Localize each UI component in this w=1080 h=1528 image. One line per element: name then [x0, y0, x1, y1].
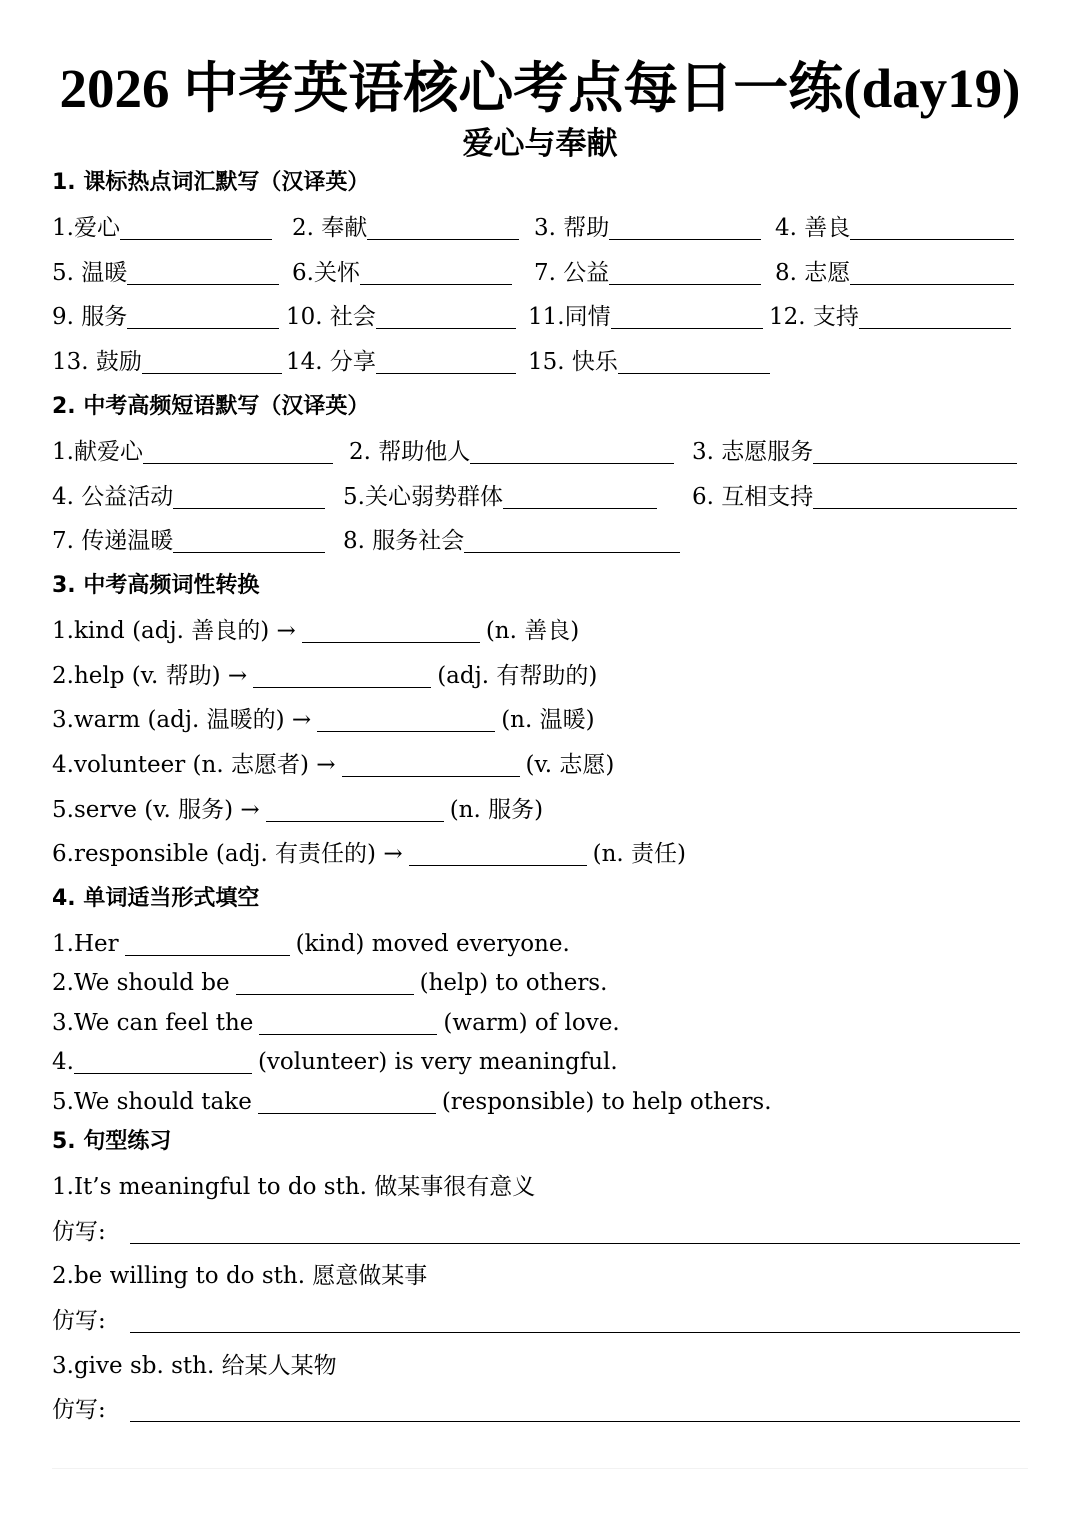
pattern-item — [52, 1170, 535, 1204]
phrase-blank[interactable] — [813, 484, 1017, 509]
pattern-item — [52, 1259, 427, 1293]
fill-blank[interactable] — [125, 931, 290, 956]
phrase-item — [349, 435, 674, 469]
conversion-hint: (adj. 有帮助的) — [437, 663, 598, 689]
phrase-item — [52, 480, 325, 514]
vocab-blank[interactable] — [850, 215, 1014, 240]
vocab-item — [286, 300, 516, 334]
phrase-label: 1.献爱心 — [52, 439, 143, 465]
vocab-label: 5. 温暖 — [52, 260, 128, 286]
vocab-blank[interactable] — [609, 215, 761, 240]
vocab-item — [528, 300, 763, 334]
page-divider — [52, 1468, 1028, 1469]
vocab-label: 11.同情 — [528, 304, 611, 330]
imitation-label: 仿写: — [52, 1308, 106, 1334]
vocab-label: 15. 快乐 — [528, 349, 618, 375]
vocab-label: 14. 分享 — [286, 349, 376, 375]
vocab-blank[interactable] — [142, 349, 282, 374]
imitation-label: 仿写: — [52, 1397, 106, 1423]
phrase-item — [343, 524, 680, 558]
section-5-heading: 5. 句型练习 — [52, 1129, 172, 1154]
phrase-item — [52, 435, 333, 469]
conversion-hint: (v. 志愿) — [525, 752, 615, 778]
conversion-item — [52, 837, 686, 871]
fill-before: 3.We can feel the — [52, 1010, 254, 1036]
phrase-label: 7. 传递温暖 — [52, 528, 174, 554]
phrase-label: 3. 志愿服务 — [692, 439, 814, 465]
conversion-hint: (n. 善良) — [485, 618, 580, 644]
fill-before: 2.We should be — [52, 970, 230, 996]
phrase-label: 2. 帮助他人 — [349, 439, 471, 465]
vocab-label: 6.关怀 — [292, 260, 360, 286]
phrase-label: 5.关心弱势群体 — [343, 484, 503, 510]
vocab-blank[interactable] — [611, 304, 763, 329]
phrase-blank[interactable] — [173, 484, 325, 509]
fill-before: 5.We should take — [52, 1089, 252, 1115]
fill-item — [52, 927, 570, 961]
phrase-label: 4. 公益活动 — [52, 484, 174, 510]
page-subtitle: 爱心与奉献 — [462, 126, 618, 162]
phrase-blank[interactable] — [173, 528, 325, 553]
vocab-item — [286, 345, 516, 379]
phrase-blank[interactable] — [143, 439, 333, 464]
fill-blank[interactable] — [74, 1049, 252, 1074]
vocab-label: 4. 善良 — [775, 215, 851, 241]
conversion-prompt: 6.responsible (adj. 有责任的) → — [52, 841, 403, 867]
vocab-item — [775, 211, 1014, 245]
vocab-blank[interactable] — [618, 349, 770, 374]
section-1-heading: 1. 课标热点词汇默写（汉译英） — [52, 170, 370, 195]
pattern-text: 1.It’s meaningful to do sth. 做某事很有意义 — [52, 1174, 536, 1200]
conversion-prompt: 2.help (v. 帮助) → — [52, 663, 248, 689]
phrase-item — [52, 524, 325, 558]
vocab-item — [292, 256, 512, 290]
vocab-label: 9. 服务 — [52, 304, 128, 330]
section-2-heading: 2. 中考高频短语默写（汉译英） — [52, 394, 370, 419]
vocab-item — [769, 300, 1011, 334]
conversion-blank[interactable] — [253, 663, 431, 688]
imitation-blank[interactable] — [130, 1219, 1020, 1244]
fill-item — [52, 1045, 618, 1079]
vocab-item — [528, 345, 770, 379]
imitation-row — [52, 1304, 1026, 1338]
vocab-item — [52, 256, 279, 290]
conversion-prompt: 4.volunteer (n. 志愿者) → — [52, 752, 336, 778]
phrase-item — [343, 480, 657, 514]
vocab-item — [52, 211, 272, 245]
phrase-label: 6. 互相支持 — [692, 484, 814, 510]
conversion-blank[interactable] — [317, 707, 495, 732]
conversion-item — [52, 614, 579, 648]
conversion-prompt: 5.serve (v. 服务) → — [52, 797, 260, 823]
phrase-blank[interactable] — [464, 528, 680, 553]
fill-after: (kind) moved everyone. — [295, 931, 570, 957]
fill-blank[interactable] — [259, 1010, 437, 1035]
vocab-label: 3. 帮助 — [534, 215, 610, 241]
pattern-text: 3.give sb. sth. 给某人某物 — [52, 1353, 337, 1379]
section-4-heading: 4. 单词适当形式填空 — [52, 886, 260, 911]
vocab-item — [292, 211, 519, 245]
phrase-item — [692, 480, 1017, 514]
fill-after: (help) to others. — [419, 970, 608, 996]
vocab-label: 12. 支持 — [769, 304, 859, 330]
imitation-blank[interactable] — [130, 1397, 1020, 1422]
vocab-blank[interactable] — [376, 349, 516, 374]
fill-after: (volunteer) is very meaningful. — [257, 1049, 618, 1075]
fill-after: (responsible) to help others. — [441, 1089, 772, 1115]
imitation-blank[interactable] — [130, 1308, 1020, 1333]
vocab-label: 13. 鼓励 — [52, 349, 142, 375]
fill-item — [52, 1085, 772, 1119]
conversion-item — [52, 748, 614, 782]
fill-blank[interactable] — [236, 970, 414, 995]
fill-item — [52, 1006, 620, 1040]
fill-after: (warm) of love. — [443, 1010, 620, 1036]
vocab-blank[interactable] — [850, 260, 1014, 285]
conversion-hint: (n. 服务) — [449, 797, 544, 823]
section-3-heading: 3. 中考高频词性转换 — [52, 573, 260, 598]
phrase-blank[interactable] — [813, 439, 1017, 464]
fill-item — [52, 966, 607, 1000]
vocab-blank[interactable] — [609, 260, 761, 285]
vocab-label: 7. 公益 — [534, 260, 610, 286]
fill-blank[interactable] — [258, 1089, 436, 1114]
imitation-label: 仿写: — [52, 1219, 106, 1245]
vocab-item — [52, 300, 279, 334]
vocab-label: 8. 志愿 — [775, 260, 851, 286]
conversion-item — [52, 793, 543, 827]
conversion-prompt: 1.kind (adj. 善良的) → — [52, 618, 296, 644]
conversion-prompt: 3.warm (adj. 温暖的) → — [52, 707, 312, 733]
page-title: 2026 中考英语核心考点每日一练(day19) — [59, 58, 1021, 119]
vocab-label: 2. 奉献 — [292, 215, 368, 241]
vocab-label: 1.爱心 — [52, 215, 120, 241]
vocab-item — [52, 345, 282, 379]
vocab-blank[interactable] — [120, 215, 272, 240]
conversion-item — [52, 703, 595, 737]
fill-before: 4. — [52, 1049, 74, 1075]
vocab-blank[interactable] — [376, 304, 516, 329]
phrase-blank[interactable] — [470, 439, 674, 464]
conversion-blank[interactable] — [266, 797, 444, 822]
vocab-blank[interactable] — [360, 260, 512, 285]
vocab-blank[interactable] — [127, 304, 279, 329]
vocab-blank[interactable] — [367, 215, 519, 240]
vocab-blank[interactable] — [859, 304, 1011, 329]
imitation-row — [52, 1393, 1026, 1427]
conversion-blank[interactable] — [342, 752, 520, 777]
pattern-text: 2.be willing to do sth. 愿意做某事 — [52, 1263, 428, 1289]
conversion-blank[interactable] — [302, 618, 480, 643]
fill-before: 1.Her — [52, 931, 119, 957]
conversion-hint: (n. 责任) — [592, 841, 687, 867]
conversion-blank[interactable] — [409, 841, 587, 866]
phrase-item — [692, 435, 1017, 469]
phrase-label: 8. 服务社会 — [343, 528, 465, 554]
vocab-item — [534, 256, 761, 290]
imitation-row — [52, 1215, 1026, 1249]
vocab-blank[interactable] — [127, 260, 279, 285]
phrase-blank[interactable] — [503, 484, 657, 509]
conversion-hint: (n. 温暖) — [501, 707, 595, 733]
vocab-item — [775, 256, 1014, 290]
pattern-item — [52, 1349, 337, 1383]
conversion-item — [52, 659, 597, 693]
vocab-label: 10. 社会 — [286, 304, 376, 330]
vocab-item — [534, 211, 761, 245]
